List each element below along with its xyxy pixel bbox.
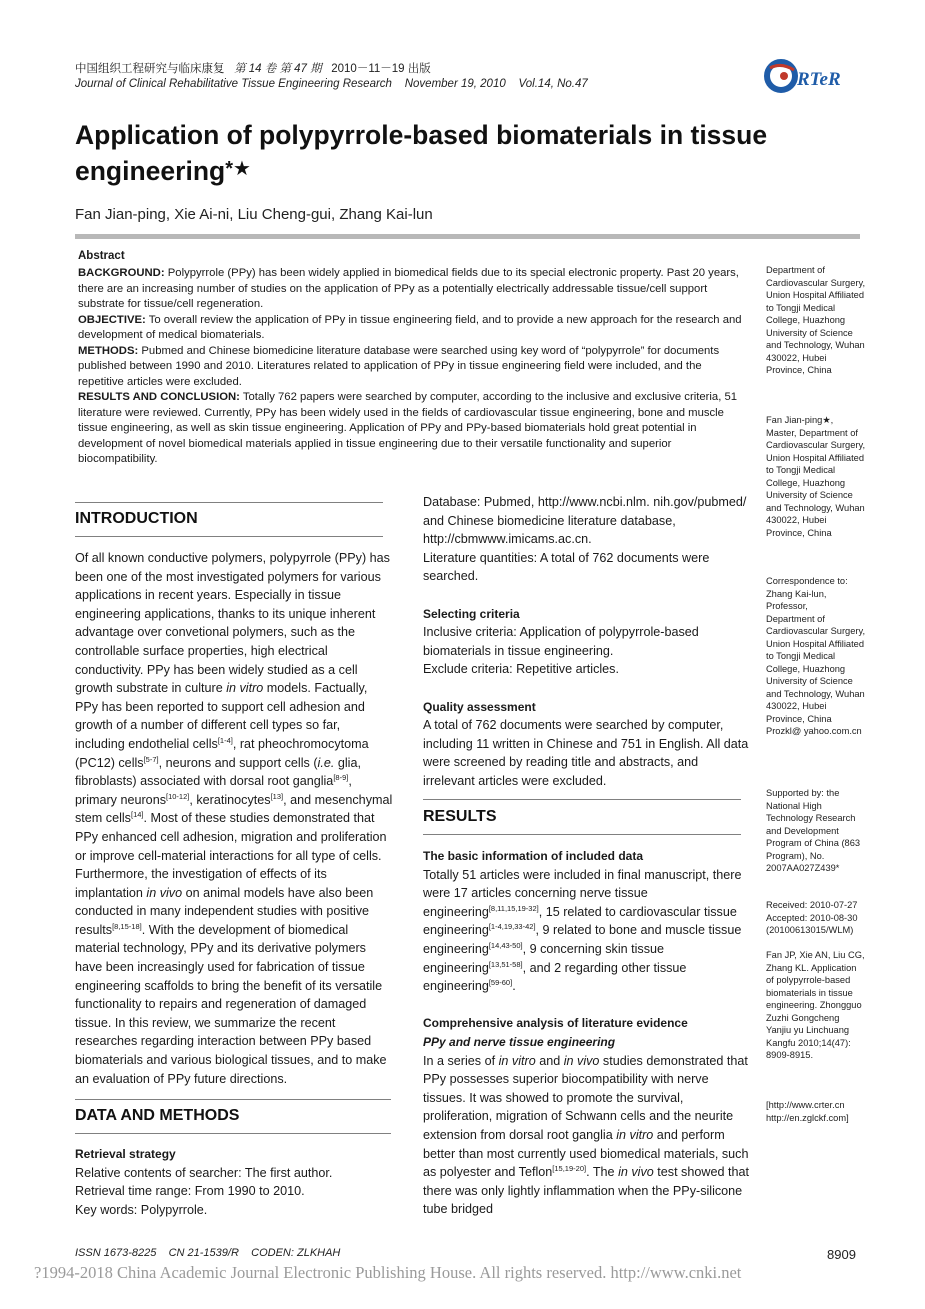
methods-heading: DATA AND METHODS <box>75 1107 240 1124</box>
methods-continued <box>423 493 753 791</box>
journal-name-cn: 中国组织工程研究与临床康复 <box>75 63 225 75</box>
results-text: . The <box>586 1165 619 1180</box>
article-title <box>75 118 855 188</box>
intro-rule-bottom <box>75 536 383 537</box>
received-date: Received: 2010-07-27 <box>766 900 858 910</box>
intro-text: , keratinocytes <box>189 792 271 807</box>
citation-ref: [1-4,19,33-42] <box>488 922 536 932</box>
results-italic: in vitro <box>616 1127 654 1142</box>
sidebar-dates <box>766 899 866 937</box>
inclusive-text: Inclusive criteria: Application of polypyrrole-based biomaterials in tissue engineering. <box>423 625 699 658</box>
results-italic: in vitro <box>498 1053 536 1068</box>
methods-rule-bottom <box>75 1133 391 1134</box>
methods-label: METHODS: <box>78 344 139 357</box>
retrieval-heading: Retrieval strategy <box>75 1147 176 1161</box>
citation-ref: [13] <box>270 791 284 801</box>
sidebar-affiliation <box>766 264 866 377</box>
criteria-heading: Selecting criteria <box>423 606 520 621</box>
abstract-objective <box>78 313 746 344</box>
retrieval-line: Relative contents of searcher: The first author. <box>75 1165 333 1180</box>
intro-text: glia, fibroblasts) associated with dorsal root ganglia <box>75 755 361 789</box>
results-text: , 9 concerning skin tissue engineering <box>423 941 665 975</box>
intro-paragraph <box>75 549 393 1088</box>
quality-heading: Quality assessment <box>423 699 536 714</box>
comprehensive-heading: Comprehensive analysis of literature evidence <box>423 1016 688 1031</box>
results-label: RESULTS AND CONCLUSION: <box>78 391 240 403</box>
manuscript-id: (20100613015/WLM) <box>766 925 854 935</box>
results-text: and perform better than most currently used biomedical materials, such as polyester and Teflon <box>423 1127 749 1180</box>
intro-italic: in vivo <box>146 885 183 900</box>
results-rule <box>423 799 741 800</box>
intro-text: models. Factually, PPy has been reported to support cell adhesion and growth of a number of different cell types so far, including endothelial cells <box>75 681 368 751</box>
results-text: . <box>512 979 516 994</box>
citation-text: Fan JP, Xie AN, Liu CG, Zhang KL. Application of polypyrrole-based biomaterials in tissue engineering. Zhongguo Zuzhi Gongcheng Yanjiu yu Linchuang Kangfu 2010;14(47): 8909-8915. <box>766 950 865 1060</box>
nerve-text <box>423 1052 753 1219</box>
intro-italic: in vitro <box>226 681 264 696</box>
intro-rule <box>75 502 383 503</box>
results-body <box>423 847 753 1219</box>
journal-header-cn <box>75 62 431 77</box>
intro-text: , rat pheochromocytoma (PC12) cells <box>75 736 369 770</box>
date-en: November 19, 2010 <box>404 78 506 90</box>
sidebar-first-author <box>766 414 866 539</box>
results-text: and <box>535 1053 564 1068</box>
intro-text: , primary neurons <box>75 774 352 807</box>
quality-text: A total of 762 documents were searched by computer, including 11 written in Chinese and 751 in English. All data were screened by reading title and abstracts, and irrelevant articles were excluded. <box>423 718 749 788</box>
results-text: studies demonstrated that PPy possesses superior biocompatibility with nerve tissues. It was showed to promote the survival, proliferation, migration of Schwann cells and the neurite extension from dorsal root ganglia <box>423 1053 748 1142</box>
intro-text: , neurons and support cells ( <box>158 755 318 770</box>
journal-name-en: Journal of Clinical Rehabilitative Tissue Engineering Research <box>75 78 392 90</box>
intro-text: . Most of these studies demonstrated that PPy enhanced cell adhesion, migration and proliferation or improve cell-material interactions for all type of cells. Furthermore, the investigation of effects of its implantation <box>75 811 387 900</box>
exclude-text: Exclude criteria: Repetitive articles. <box>423 662 619 677</box>
correspondence-email[interactable]: Prozkl@ yahoo.com.cn <box>766 726 862 736</box>
issn: ISSN 1673-8225 <box>75 1247 157 1259</box>
accepted-date: Accepted: 2010-08-30 <box>766 912 858 923</box>
intro-body <box>75 549 393 1088</box>
logo-text: RTeR <box>797 69 841 90</box>
results-text: , and 2 regarding other tissue engineering <box>423 960 687 994</box>
intro-text: , and mesenchymal stem cells <box>75 792 393 826</box>
intro-italic: i.e. <box>317 755 335 770</box>
results-text: test showed that there was only lightly inflammation when the PPy-silicone tube bridged <box>423 1165 749 1217</box>
basic-info-heading: The basic information of included data <box>423 849 644 863</box>
spacer <box>423 679 753 698</box>
volume-en: Vol.14, No.47 <box>518 78 588 90</box>
author-list: Fan Jian-ping, Xie Ai-ni, Liu Cheng-gui, Zhang Kai-lun <box>75 206 433 223</box>
citation-ref: [8,15-18] <box>112 921 142 931</box>
title-marks: *★ <box>225 158 251 180</box>
retrieval-line: Key words: Polypyrrole. <box>75 1202 208 1217</box>
intro-text: on animal models have also been conducted in many independent studies with positive results <box>75 885 374 937</box>
results-text: In a series of <box>423 1053 499 1068</box>
title-text: Application of polypyrrole-based biomaterials in tissue engineering <box>75 120 768 186</box>
footer-codes <box>75 1247 340 1259</box>
quantities-text: Literature quantities: A total of 762 documents were searched. <box>423 550 710 584</box>
objective-label: OBJECTIVE: <box>78 313 146 326</box>
citation-ref: [59-60] <box>488 978 513 988</box>
background-label: BACKGROUND: <box>78 267 165 279</box>
objective-text: To overall review the application of PPy in tissue engineering field, and to provide a new approach for the research and development of medical biomaterials. <box>78 313 742 341</box>
crter-logo-icon <box>764 58 860 94</box>
cn-number: CN 21-1539/R <box>168 1247 239 1259</box>
sidebar-support <box>766 787 866 875</box>
results-rule-bottom <box>423 834 741 835</box>
citation-ref: [14] <box>130 810 144 820</box>
support-text: Supported by: the National High Technology Research and Development Program of China (863 Program), No. 2007AA027Z439* <box>766 788 861 873</box>
basic-info-text <box>423 866 753 996</box>
retrieval-line: Retrieval time range: From 1990 to 2010. <box>75 1184 305 1199</box>
citation-ref: [14,43-50] <box>488 940 523 950</box>
database-text: Database: Pubmed, http://www.ncbi.nlm. nih.gov/pubmed/ and Chinese biomedicine literature database, http://cbmwww.imicams.ac.cn. <box>423 495 747 547</box>
spacer <box>423 996 753 1015</box>
results-text: Totally 762 papers were searched by computer, according to the inclusive and exclusive criteria, 51 literature were reviewed. Currently, PPy has been widely used in the fields of cardiovascular tissue engineering, bone and muscle tissue engineering, as well as skin tissue engineering. Application of PPy and PPy-based biomaterials hold great potential in development of novel biomedical materials applied in tissue engineering due to their versatile functionality and superior biocompatibility. <box>78 391 738 465</box>
results-text: Totally 51 articles were included in final manuscript, there were 17 articles concerning nerve tissue engineering <box>423 867 742 919</box>
intro-text: . With the development of biomedical material technology, PPy and its derivative polymers have been increasingly used for fabrication of tissue engineering scaffolds to bring the benefit of its versatile functionality to repairs and regeneration of damaged tissue. In this review, we summarize the recent researches regarding interaction between PPy based biomaterials and various biological tissues, and to make an evaluation of PPy future directions. <box>75 922 387 1086</box>
header-divider <box>75 234 860 239</box>
page-number: 8909 <box>827 1247 856 1262</box>
citation-ref: [8-9] <box>333 773 349 783</box>
citation-ref: [10-12] <box>166 791 190 801</box>
citation-ref: [13,51-58] <box>488 959 523 969</box>
citation-ref: [15,19-20] <box>552 1164 587 1174</box>
abstract-background <box>78 266 746 313</box>
retrieval-block <box>75 1145 393 1219</box>
intro-heading: INTRODUCTION <box>75 510 198 527</box>
citation-ref: [1-4] <box>217 735 233 745</box>
abstract-methods <box>78 344 746 391</box>
methods-text: Pubmed and Chinese biomedicine literature database were searched using key word of “polypyrrole” for documents published between 1990 and 2010. Literatures related to application of PPy in tissue engineering field were included, and the repetitive articles were excluded. <box>78 344 720 388</box>
abstract-results <box>78 390 746 468</box>
correspondence-name: Zhang Kai-lun, Professor, <box>766 588 827 611</box>
sidebar-citation <box>766 949 866 1062</box>
results-italic: in vivo <box>563 1053 600 1068</box>
first-author-info: Master, Department of Cardiovascular Surgery, Union Hospital Affiliated to Tongji Medical College, Huazhong University of Science and Technology, Wuhan 430022, Hubei Province, China <box>766 427 866 538</box>
intro-text: Of all known conductive polymers, polypyrrole (PPy) has been one of the most investigated polymers for various applications in recent years. Especially in tissue engineering applications, thanks to its unique inherent advantage over convetional polymers, such as the controllable surface properties, high electrical conductivity. PPy has been widely studied as a cell growth substrate in culture <box>75 551 390 696</box>
results-text: , 15 related to cardiovascular tissue engineering <box>423 904 737 938</box>
spacer <box>423 586 753 605</box>
abstract-heading: Abstract <box>78 250 125 262</box>
correspondence-info: Department of Cardiovascular Surgery, Union Hospital Affiliated to Tongji Medical College, Huazhong University of Science and Technology, Wuhan 430022, Hubei Province, China <box>766 613 866 724</box>
methods-rule <box>75 1099 391 1100</box>
results-heading: RESULTS <box>423 808 497 825</box>
url-text[interactable]: [http://www.crter.cn http://en.zglckf.com] <box>766 1100 849 1123</box>
coden: CODEN: ZLKHAH <box>251 1247 341 1259</box>
date-cn: 2010－11－19 出版 <box>331 63 431 75</box>
volume-cn: 第 14 卷 第 47 期 <box>234 63 322 75</box>
sidebar-urls <box>766 1099 866 1124</box>
nerve-heading: PPy and nerve tissue engineering <box>423 1034 616 1049</box>
citation-ref: [5-7] <box>143 754 159 764</box>
abstract-body <box>78 266 746 468</box>
results-italic: in vivo <box>618 1165 654 1180</box>
citation-ref: [8,11,15,19-32] <box>488 903 539 913</box>
background-text: Polypyrrole (PPy) has been widely applied in biomedical fields due to its special electronic property. Past 20 years, there are an increasing number of studies on the application of PPy as a potentially electrically addressable tissue/cell support substrate for tissue/cell regeneration. <box>78 267 739 310</box>
sidebar-correspondence <box>766 575 866 738</box>
first-author-name: Fan Jian-ping★, <box>766 415 834 425</box>
copyright-watermark: ?1994-2018 China Academic Journal Electronic Publishing House. All rights reserved. http://www.cnki.net <box>34 1263 742 1282</box>
affiliation-text: Department of Cardiovascular Surgery, Union Hospital Affiliated to Tongji Medical College, Huazhong University of Science and Technology, Wuhan 430022, Hubei Province, China <box>766 265 866 375</box>
correspondence-label: Correspondence to: <box>766 576 848 586</box>
results-text: , 9 related to bone and muscle tissue engineering <box>423 923 742 956</box>
journal-header-en <box>75 77 588 92</box>
